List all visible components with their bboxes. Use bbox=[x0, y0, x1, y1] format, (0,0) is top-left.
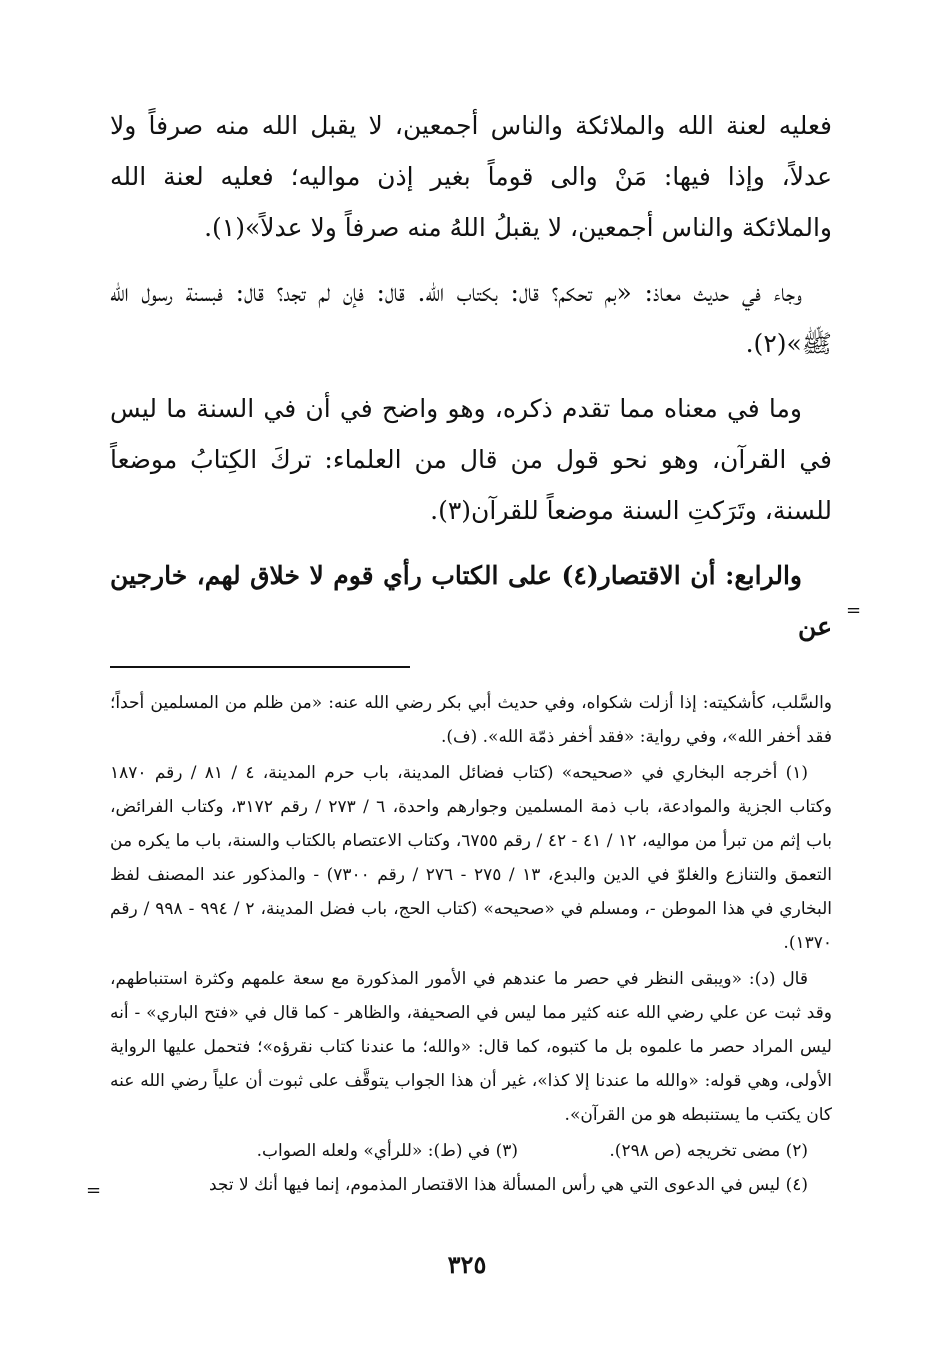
footnote-commentary-d: قال (د): «ويبقى النظر في حصر ما عندهم في الأمور المذكورة مع سعة علمهم وكثرة استنباطهم، وقد ثبت عن علي رضي الله عنه كثير مما ليس في الصحيفة، والظاهر - كما قال في «فتح الباري» - أنه ليس المراد حصر ما علموه بل ما كتبوه، كما قال: «والله؛ ما عندنا كتاب نقرؤه»؛ فتحمل عليها الرواية الأولى، وهي قوله: «والله ما عندنا إلا كذا»، غير أن هذا الجواب يتوقَّف على ثبوت أن علياً رضي الله عنه كان يكتب ما يستنبطه هو من القرآن». bbox=[110, 969, 832, 1125]
main-paragraph-4: والرابع: أن الاقتصار(٤) على الكتاب رأي قوم لا خلاق لهم، خارجين عن bbox=[110, 561, 832, 641]
footnote-divider bbox=[110, 666, 832, 686]
page-body bbox=[110, 100, 832, 1204]
continuation-mark-top: = bbox=[846, 600, 862, 621]
footnote-2: (٢) مضى تخريجه (ص ٢٩٨). bbox=[609, 1141, 808, 1161]
page-number: ٣٢٥ bbox=[447, 1250, 487, 1279]
main-paragraph-1: فعليه لعنة الله والملائكة والناس أجمعين، لا يقبل الله منه صرفاً ولا عدلاً، وإذا فيها: مَنْ والى قوماً بغير إذن مواليه؛ فعليه لعنة الله والملائكة والناس أجمعين، لا يقبلُ اللهُ منه صرفاً ولا عدلاً»(١). bbox=[110, 111, 832, 242]
main-paragraph-3: وما في معناه مما تقدم ذكره، وهو واضح في أن في السنة ما ليس في القرآن، وهو نحو قول من قال من العلماء: تركَ الكِتابُ موضعاً للسنة، وتَرَكتِ السنة موضعاً للقرآن(٣). bbox=[110, 394, 832, 525]
footnotes-2-3 bbox=[110, 1134, 832, 1168]
main-paragraph-2: وجاء في حديث معاذ: «بم تحكم؟ قال: بكتاب الله. قال: فإن لم تجد؟ قال: فبسنة رسول الله ﷺ»(٢). bbox=[110, 278, 832, 358]
footnote-3: (٣) في (ط): «للرأي» ولعله الصواب. bbox=[256, 1141, 518, 1161]
continuation-mark-bottom: = bbox=[86, 1180, 102, 1201]
footnote-4: (٤) ليس في الدعوى التي هي رأس المسألة هذا الاقتصار المذموم، إنما فيها أنك لا تجد bbox=[208, 1175, 808, 1195]
footnote-continued: والسَّلب، كأشكيته: إذا أزلت شكواه، وفي حديث أبي بكر رضي الله عنه: «من ظلم من المسلمين أحداً؛ فقد أخفر الله»، وفي رواية: «فقد أخفر ذمّة الله». (ف). bbox=[110, 693, 832, 747]
footnote-1: (١) أخرجه البخاري في «صحيحه» (كتاب فضائل المدينة، باب حرم المدينة، ٤ / ٨١ / رقم ١٨٧٠ وكتاب الجزية والموادعة، باب ذمة المسلمين وجوارهم واحدة، ٦ / ٢٧٣ / رقم ٣١٧٢، وكتاب الفرائض، باب إثم من تبرأ من مواليه، ١٢ / ٤١ - ٤٢ / رقم ٦٧٥٥، وكتاب الاعتصام بالكتاب والسنة، باب ما يكره من التعمق والتنازع والغلوّ في الدين والبدع، ١٣ / ٢٧٥ - ٢٧٦ / رقم ٧٣٠٠) - والمذكور عند المصنف لفظ البخاري في هذا الموطن -، ومسلم في «صحيحه» (كتاب الحج، باب فضل المدينة، ٢ / ٩٩٤ - ٩٩٨ / رقم ١٣٧٠). bbox=[110, 763, 833, 953]
